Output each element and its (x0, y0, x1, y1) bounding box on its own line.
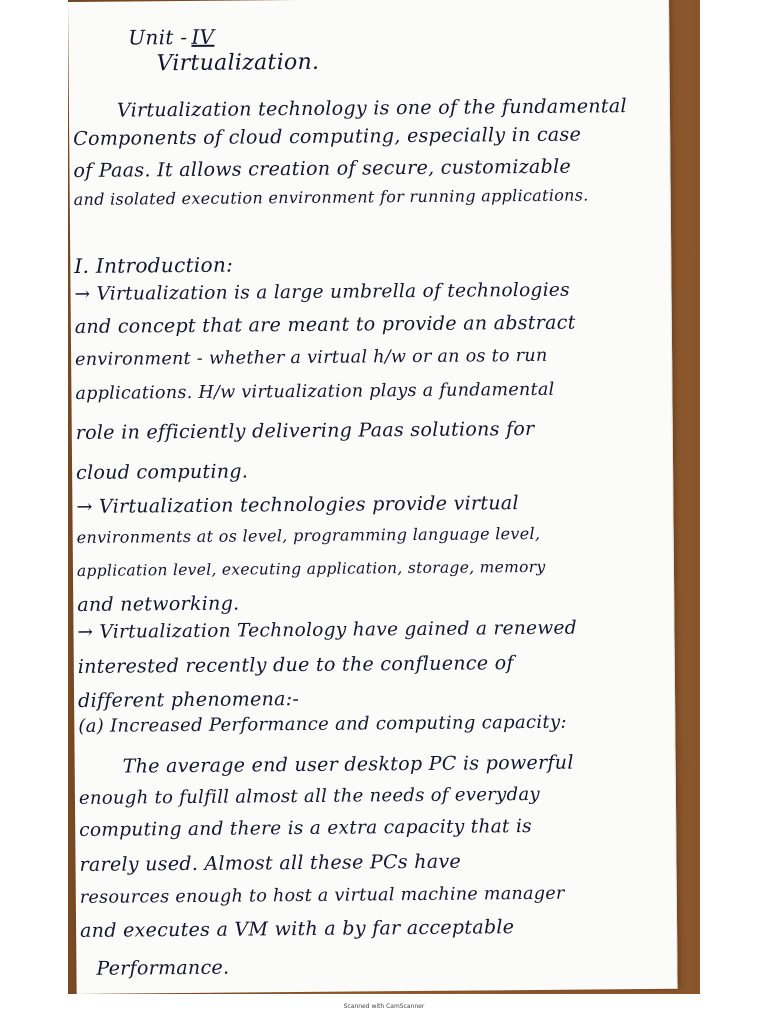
text-line: and executes a VM with a by far acceptable (80, 916, 515, 942)
section-heading: I. Introduction: (74, 252, 234, 278)
text-line: application level, executing application, storage, memory (76, 557, 546, 580)
text-line: environments at os level, programming language level, (76, 523, 541, 547)
text-line: enough to fulfill almost all the needs of everyday (78, 783, 541, 809)
handwritten-notes (68, 0, 677, 994)
subheading: (a) Increased Performance and computing capacity: (78, 711, 567, 737)
unit-number: IV (191, 24, 215, 49)
text-line: resources enough to host a virtual machine manager (79, 883, 565, 908)
scanner-caption: Scanned with CamScanner (343, 1003, 425, 1010)
text-line: → Virtualization technologies provide virtual (76, 492, 519, 518)
page-title: Virtualization. (156, 49, 320, 77)
text-line: cloud computing. (76, 460, 249, 484)
text-line: and isolated execution environment for running applications. (73, 185, 589, 209)
text-line: → Virtualization is a large umbrella of technologies (74, 279, 571, 305)
page-photo (68, 0, 700, 994)
text-line: and networking. (77, 592, 240, 616)
unit-label: Unit - (128, 24, 188, 50)
text-line: and concept that are meant to provide an abstract (74, 311, 576, 338)
text-line: role in efficiently delivering Paas solutions for (75, 417, 535, 444)
text-line: Components of cloud computing, especially in case (73, 123, 582, 150)
text-line: computing and there is a extra capacity that is (79, 815, 533, 841)
text-line: The average end user desktop PC is powerful (122, 751, 574, 778)
unit-heading (128, 25, 214, 50)
text-line: applications. H/w virtualization plays a fundamental (75, 379, 555, 404)
text-line: of Paas. It allows creation of secure, customizable (73, 155, 572, 182)
text-line: Virtualization technology is one of the fundamental (116, 95, 627, 122)
text-line: Performance. (96, 956, 230, 980)
text-line: rarely used. Almost all these PCs have (79, 850, 462, 876)
text-line: environment - whether a virtual h/w or an os to run (75, 345, 548, 370)
text-line: interested recently due to the confluence of (77, 652, 514, 678)
notebook-page (68, 0, 678, 994)
text-line: → Virtualization Technology have gained a renewed (77, 617, 577, 643)
text-line: different phenomena:- (78, 688, 300, 712)
